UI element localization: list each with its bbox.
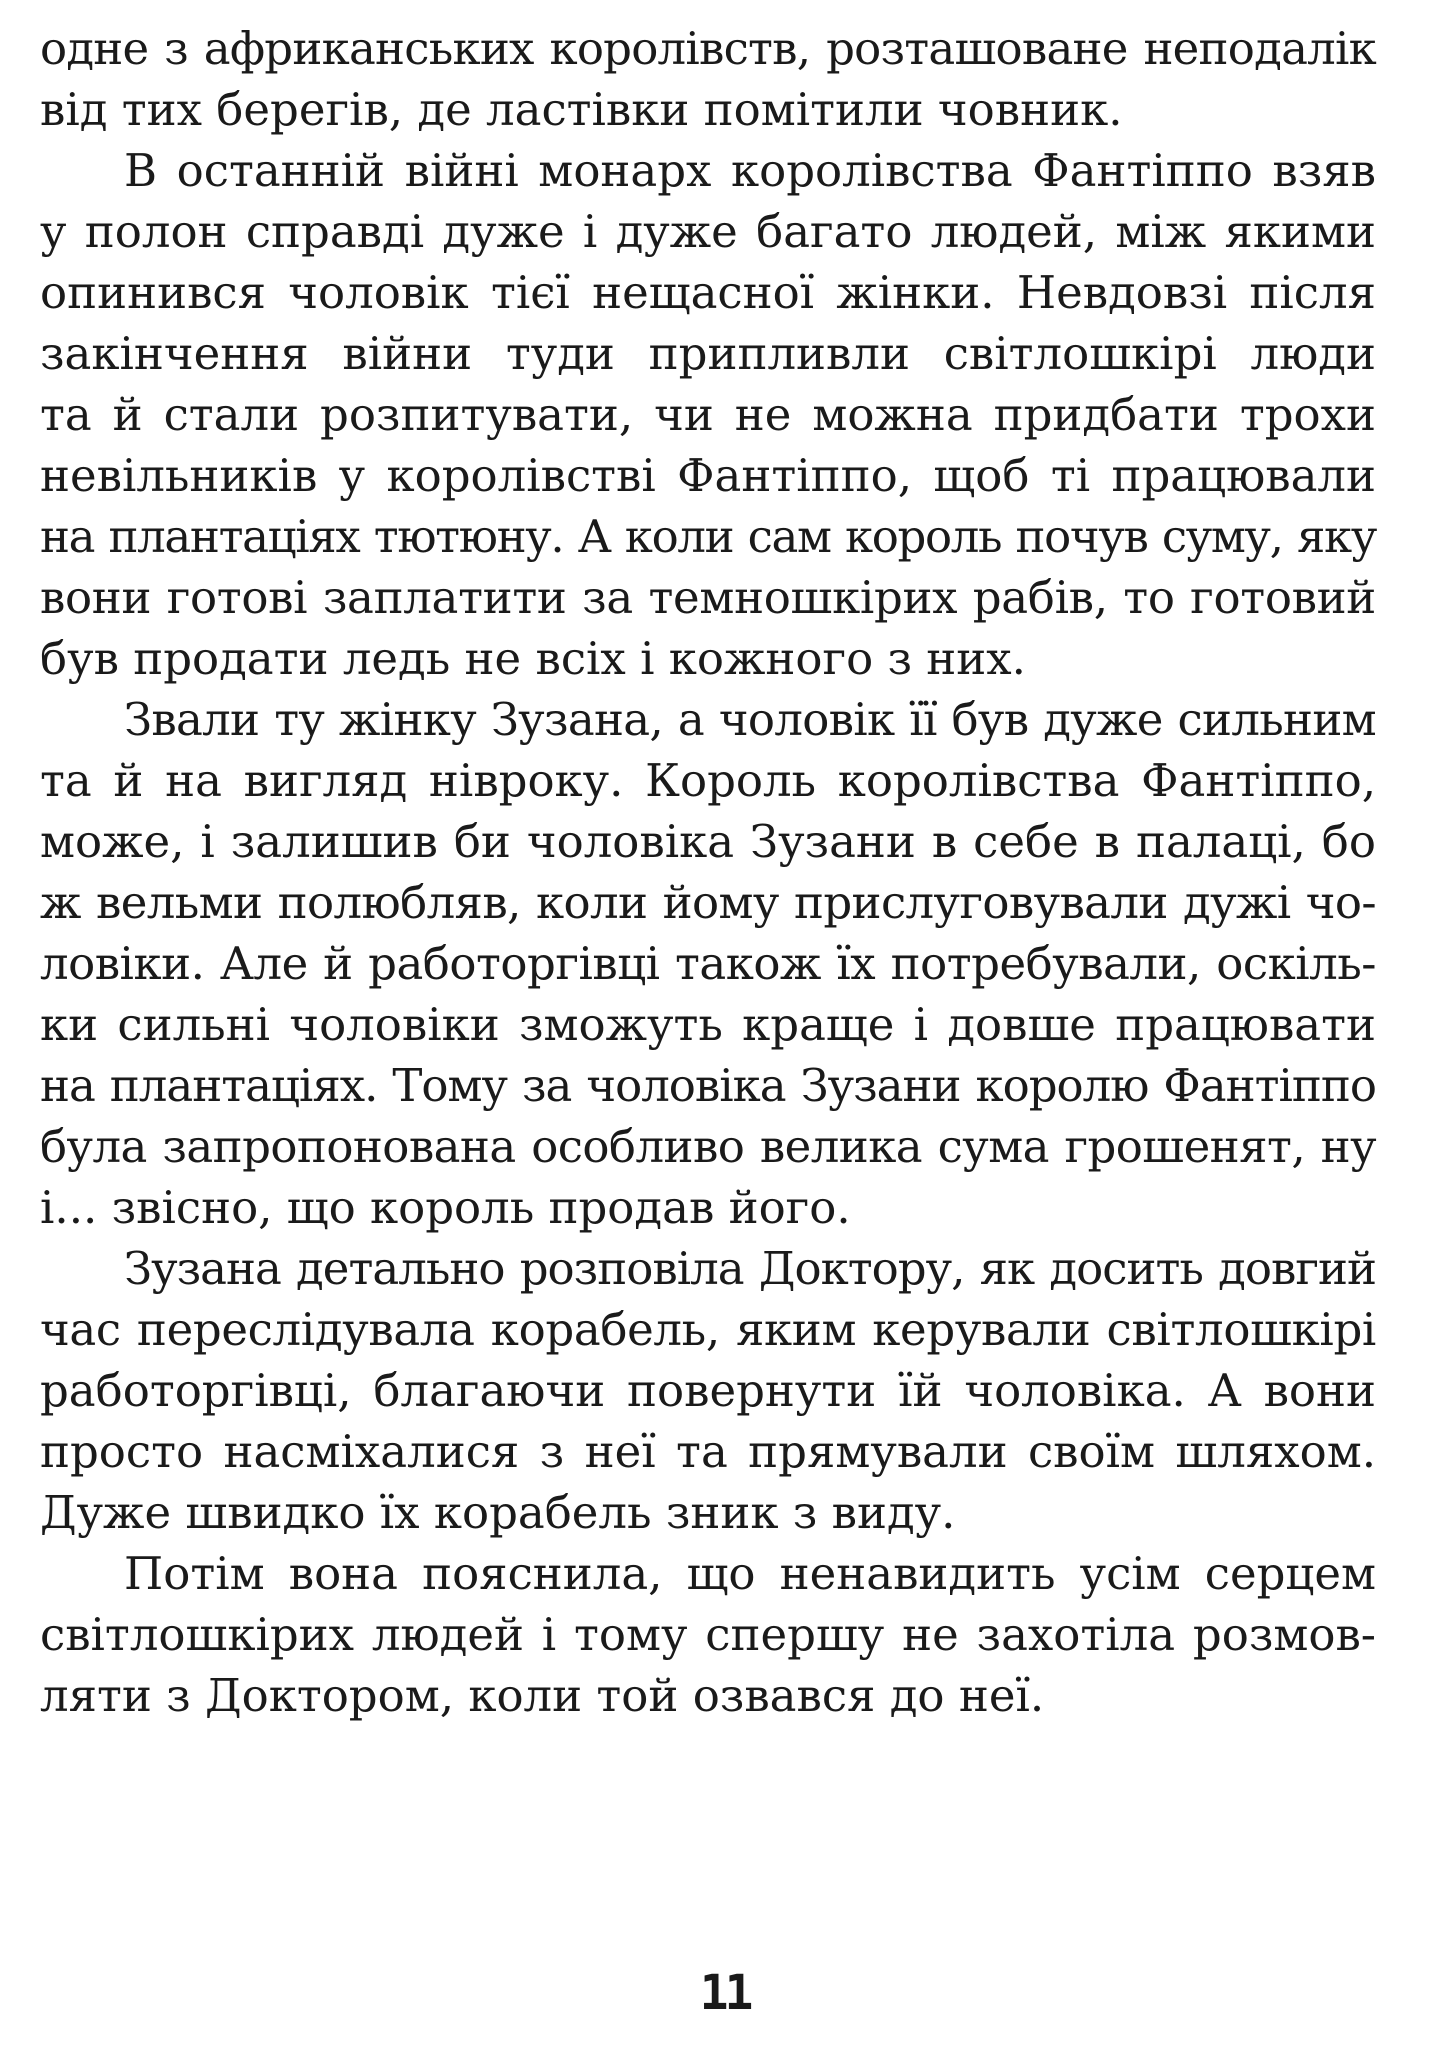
text-line: була запропонована особливо велика сума грошенят, ну: [40, 1120, 1376, 1173]
text-line: закінчення війни туди припливли світлошкірі люди: [40, 327, 1376, 380]
text-line: Потім вона пояснила, що ненавидить усім серцем: [124, 1547, 1376, 1600]
text-line: работоргівці, благаючи повернути їй чоловіка. А вони: [40, 1364, 1376, 1417]
text-line: у полон справді дуже і дуже багато людей, між якими: [40, 205, 1376, 258]
text-line: ляти з Доктором, коли той озвався до неї.: [40, 1669, 1045, 1722]
text-line: ловіки. Але й работоргівці також їх потребували, оскіль-: [40, 937, 1376, 990]
text-line: може, і залишив би чоловіка Зузани в себе в палаці, бо: [40, 815, 1376, 868]
text-line: невільників у королівстві Фантіппо, щоб ті працювали: [40, 449, 1376, 502]
text-line: ж вельми полюбляв, коли йому прислуговували дужі чо-: [40, 876, 1376, 929]
text-line: ки сильні чоловіки зможуть краще і довше працювати: [40, 998, 1376, 1051]
text-line: і... звісно, що король продав його.: [40, 1181, 851, 1234]
text-line: опинився чоловік тієї нещасної жінки. Невдовзі після: [40, 266, 1376, 319]
page-number: 11: [699, 1965, 750, 2021]
body-text: [40, 18, 1376, 1726]
text-line: В останній війні монарх королівства Фантіппо взяв: [124, 144, 1376, 197]
text-line: на плантаціях тютюну. А коли сам король почув суму, яку: [40, 510, 1376, 563]
text-line: одне з африканських королівств, розташоване неподалік: [40, 22, 1376, 75]
text-line: Звали ту жінку Зузана, а чоловік її був дуже сильним: [124, 693, 1376, 746]
text-line: час переслідувала корабель, яким керували світлошкірі: [40, 1303, 1376, 1356]
text-line: на плантаціях. Тому за чоловіка Зузани королю Фантіппо: [40, 1059, 1376, 1112]
text-line: та й на вигляд нівроку. Король королівства Фантіппо,: [40, 754, 1376, 807]
text-line: та й стали розпитувати, чи не можна придбати трохи: [40, 388, 1376, 441]
text-line: просто насміхалися з неї та прямували своїм шляхом.: [40, 1425, 1376, 1478]
text-line: світлошкірих людей і тому спершу не захотіла розмов-: [40, 1608, 1376, 1661]
text-line: був продати ледь не всіх і кожного з них.: [40, 632, 1026, 685]
text-line: Зузана детально розповіла Доктору, як досить довгий: [124, 1242, 1376, 1295]
text-line: від тих берегів, де ластівки помітили човник.: [40, 83, 1123, 136]
text-line: вони готові заплатити за темношкірих рабів, то готовий: [40, 571, 1376, 624]
text-line: Дуже швидко їх корабель зник з виду.: [40, 1486, 956, 1539]
